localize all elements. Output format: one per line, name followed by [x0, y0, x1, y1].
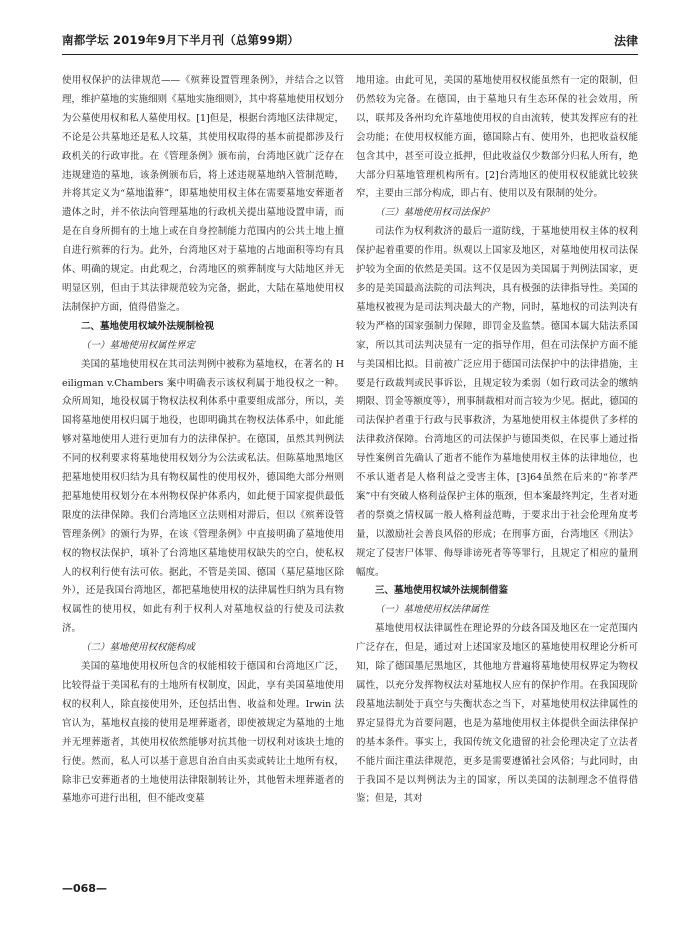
section-heading: 三、墓地使用权域外法规制借鉴	[375, 585, 509, 597]
body-paragraph: 地用途。由此可见，美国的墓地使用权权能虽然有一定的限制，但仍然较为完备。在德国，由于墓地只有生态环保的社会效用，所以，联邦及各州均允许墓地使用权的自由流转，使其发挥应有的社会功能；在使用权权能方面，德国除占有、使用外，也把收益权能包含其中，甚至可设立抵押，但此收益仅少数部分归私人所有，绝大部分归墓地管理机构所有。[2]台湾地区的使用权权能就比较狭窄，主要由三部分构成，即占有、使用以及有限制的处分。	[356, 75, 638, 200]
left-column	[62, 72, 344, 867]
subsection-heading: （二）墓地使用权权能构成	[81, 642, 196, 654]
subsection-heading: （三）墓地使用权司法保护	[375, 207, 490, 219]
header-divider	[62, 54, 638, 55]
body-paragraph: 美国的墓地使用权所包含的权能相较于德国和台湾地区广泛，比较得益于美国私有的土地所有权制度，因此，享有美国墓地使用权的权利人，除直接使用外，还包括出售、收益和处理。Irwin 法官认为，墓地权直接的使用是埋葬逝者，即使被规定为墓地的土地并无埋葬逝者，其使用权依然能够对抗其他一切权利对该块土地的行使。然而，私人可以基于意思自治自由买卖或转让土地所有权，除非已安葬逝者的土地使用法律限制转让外，其他暂未埋葬逝者的墓地亦可进行出租，但不能改变墓	[62, 661, 344, 805]
body-paragraph: 使用权保护的法律规范——《殡葬设置管理条例》，并结合之以管理，维护墓地的实施细则《墓地实施细则》，其中将墓地使用权划分为公墓使用权和私人墓使用权。[1]但是，根据台湾地区法律规定，不论是公共墓地还是私人坟墓，其使用权取得的基本前提都涉及行政机关的行政审批。在《管理条例》颁布前，台湾地区就广泛存在违规建造的墓地，该条例颁布后，将上述违规墓地纳入管制范畴，并将其定义为“墓地滥葬”，即墓地使用权主体在需要墓地安葬逝者遗体之时，并不依法向管理墓地的行政机关提出墓地设置申请，而是在自身所拥有的土地上或在自身控制能力范围内的公共土地上擅自进行殡葬的行为。此外，台湾地区对于墓地的占地面积等均有具体、明确的规定。由此观之，台湾地区的殡葬制度与大陆地区并无明显区别，但由于其法律规范较为完备，据此，大陆在墓地使用权法制保护方面，值得借鉴之。	[62, 75, 344, 313]
body-paragraph: 司法作为权利救济的最后一道防线，于墓地使用权主体的权利保护起着重要的作用。纵观以上国家及地区，对墓地使用权司法保护较为全面的依然是美国。这不仅是因为美国属于判例法国家，更多的是美国最高法院的司法判决，具有极强的法律指导性。美国的墓地权被视为是司法判决最大的产物，同时，墓地权的司法判决有较为严格的国家强制力保障，即罚金及监禁。德国本属大陆法系国家，所以其司法判决显有一定的指导作用，但在司法保护方面不能与美国相比拟。目前被广泛应用于德国司法保护中的法律措施，主要是行政裁判或民事诉讼，且规定较为柔弱（如行政司法金的缴纳期限、罚金等额度等），刑事制裁相对而言较为少见。据此，德国的司法保护者重于行政与民事救济，为墓地使用权主体提供了多样的法律救济保障。台湾地区的司法保护与德国类似，在民事上通过指导性案例首先确认了逝者不能作为墓地使用权主体的法律地位，也不承认逝者是人格利益之受害主体，[3]64虽然在后来的“祢孝严案”中有突破人格利益保护主体的瓶颈，但本案最终判定，生者对逝者的祭奠之情权属一般人格利益范畴，于要求出于社会伦理角度考量，以激励社会善良风俗的形成；在刑事方面，台湾地区《刑法》规定了侵害尸体罪、侮辱诽谤死者等等罪行，且规定了相应的量刑幅度。	[356, 226, 638, 578]
page-header	[62, 30, 638, 52]
subsection-heading: （一）墓地使用权法律属性	[375, 604, 490, 616]
section-heading: 二、墓地使用权域外法规制检视	[81, 320, 215, 332]
page-number: —068—	[62, 882, 107, 895]
right-column	[356, 72, 638, 867]
body-paragraph: 美国的墓地使用权在其司法判例中被称为墓地权，在著名的 Heiligman v.Chambers 案中明确表示该权利属于地役权之一种。众所周知，地役权属于物权法权利体系中重要组成部分，所以，美国将墓地使用权归属于地役，也即明确其在物权法体系中，如此能够对墓地使用人进行更加有力的法律保护。在德国，虽然其判例法不同的权利要求将墓地使用权划分为公法或私法。但陈墓地黑地区把墓地使用权归结为具有物权属性的使用权外，德国绝大部分州则把墓地使用权划分在本州物权保护体系内，如此便于国家提供最低限度的法律保障。我们台湾地区立法则相对滞后，但以《殡葬设管管理条例》的颁行为界，在该《管理条例》中直接明确了墓地使用权的物权法保护，填补了台湾地区墓地使用权缺失的空白，使私权人的权利行使有法可依。据此，不管是美国、德国（墓尼墓地区除外），还是我国台湾地区，都把墓地使用权的法律属性归纳为具有物权属性的使用权，如此有利于权利人对墓地权益的行使及司法救济。	[62, 358, 344, 635]
journal-title: 南都学坛 2019年9月下半月刊（总第99期）	[62, 33, 300, 47]
section-label: 法律	[613, 34, 638, 48]
body-paragraph: 墓地使用权法律属性在理论界的分歧各国及地区在一定范围内广泛存在，但是，通过对上述国家及地区的墓地使用权理论分析可知，除了德国墨尼黑地区，其他地方普遍将墓地使用权界定为物权属性，以充分发挥物权法对墓地权人应有的保护作用。在我国现阶段墓地法制处于真空与失衡状态之当下，对墓地使用权法律属性的界定显得尤为首要问题，也是为墓地使用权主体提供全面法律保护的基本条件。事实上，我国传统文化遗留的社会伦理决定了立法者不能片面注重法律规范，更多是需要遵循社会风俗；与此同时，由于我国不是以判例法为主的国家，所以美国的法制理念不值得借鉴；但是，其对	[356, 623, 638, 805]
subsection-heading: （一）墓地使用权属性界定	[81, 339, 196, 351]
